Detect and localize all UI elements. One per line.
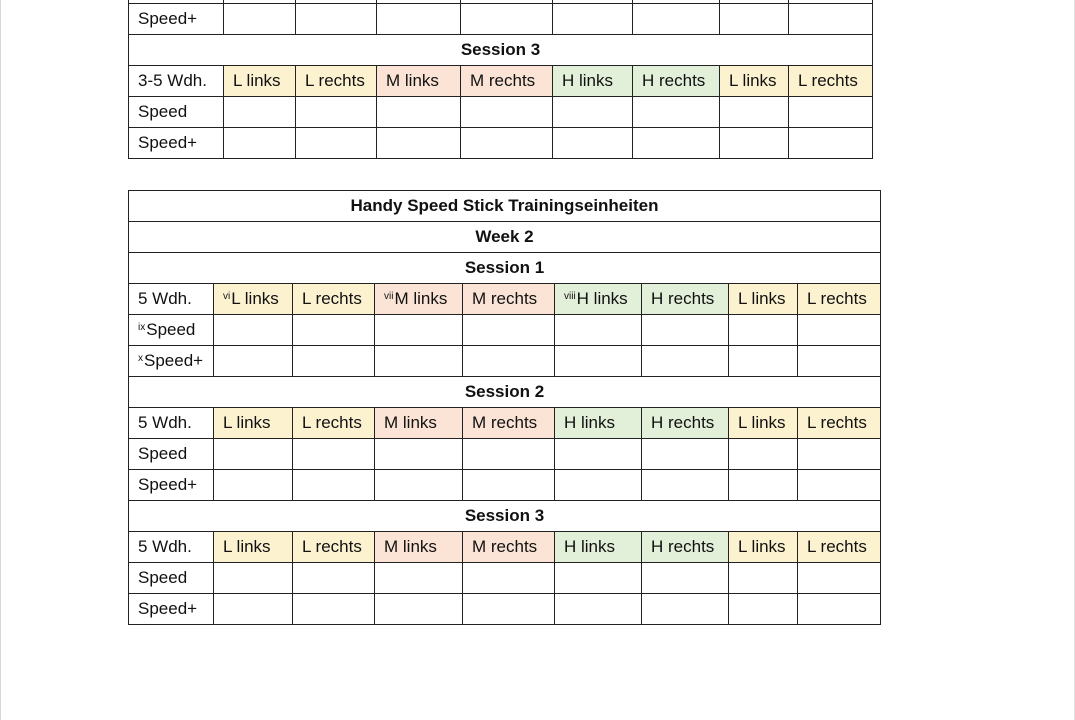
row-label: Speed+ bbox=[129, 470, 214, 501]
table-cell[interactable] bbox=[642, 315, 729, 346]
table-cell[interactable] bbox=[789, 4, 873, 35]
table-cell[interactable] bbox=[375, 439, 463, 470]
header-cell: L links bbox=[214, 532, 293, 563]
row-label: Speed bbox=[129, 97, 224, 128]
table-cell[interactable] bbox=[461, 97, 553, 128]
row-label: Speed bbox=[129, 563, 214, 594]
row-label: Speed bbox=[129, 439, 214, 470]
repetitions-label: 5 Wdh. bbox=[129, 532, 214, 563]
header-cell: H links bbox=[553, 66, 633, 97]
header-cell: L rechts bbox=[293, 532, 375, 563]
header-cell: $^{vi}$L links bbox=[214, 284, 293, 315]
row-label: Speed+ bbox=[129, 128, 224, 159]
table-row bbox=[129, 97, 873, 128]
table-cell[interactable] bbox=[463, 439, 555, 470]
table-cell[interactable] bbox=[798, 315, 881, 346]
table-row bbox=[129, 563, 881, 594]
header-cell: L links bbox=[720, 66, 789, 97]
header-cell: $^{viii}$H links bbox=[555, 284, 642, 315]
table-cell[interactable] bbox=[463, 346, 555, 377]
header-cell: M links bbox=[377, 66, 461, 97]
header-cell: L links bbox=[729, 284, 798, 315]
header-cell: M links bbox=[375, 408, 463, 439]
header-cell: L rechts bbox=[296, 66, 377, 97]
page-edge-left bbox=[0, 0, 1, 720]
table-cell[interactable] bbox=[375, 563, 463, 594]
table-row bbox=[129, 128, 873, 159]
table-row bbox=[129, 439, 881, 470]
header-cell: L rechts bbox=[798, 532, 881, 563]
table-cell[interactable] bbox=[296, 4, 377, 35]
table-cell[interactable] bbox=[720, 4, 789, 35]
session-header-row bbox=[129, 532, 881, 563]
table-row bbox=[129, 315, 881, 346]
table-cell[interactable] bbox=[214, 594, 293, 625]
header-cell: H rechts bbox=[633, 66, 720, 97]
table-cell[interactable] bbox=[214, 470, 293, 501]
table-cell[interactable] bbox=[720, 97, 789, 128]
table-cell[interactable] bbox=[633, 97, 720, 128]
session-title: Session 1 bbox=[129, 253, 881, 284]
week-row bbox=[129, 222, 881, 253]
header-cell: H rechts bbox=[642, 284, 729, 315]
table-cell[interactable] bbox=[798, 470, 881, 501]
session-title-row bbox=[129, 35, 873, 66]
header-cell: M rechts bbox=[461, 66, 553, 97]
table-cell[interactable] bbox=[293, 594, 375, 625]
header-cell: $^{vii}$M links bbox=[375, 284, 463, 315]
table-cell[interactable] bbox=[720, 128, 789, 159]
header-cell: L rechts bbox=[293, 284, 375, 315]
table-cell[interactable] bbox=[642, 439, 729, 470]
header-cell: L links bbox=[224, 66, 296, 97]
table-cell[interactable] bbox=[293, 470, 375, 501]
header-cell: H links bbox=[555, 532, 642, 563]
table-cell[interactable] bbox=[553, 4, 633, 35]
table-cell[interactable] bbox=[798, 563, 881, 594]
table-cell[interactable] bbox=[461, 128, 553, 159]
header-cell: L rechts bbox=[798, 408, 881, 439]
header-cell: H rechts bbox=[642, 532, 729, 563]
repetitions-label: 3-5 Wdh. bbox=[129, 66, 224, 97]
table-cell[interactable] bbox=[296, 97, 377, 128]
header-cell: L links bbox=[729, 408, 798, 439]
header-cell: L rechts bbox=[293, 408, 375, 439]
table-row bbox=[129, 346, 881, 377]
footnote-marker[interactable]: vi bbox=[223, 291, 231, 302]
session-title-row bbox=[129, 501, 881, 532]
table-cell[interactable] bbox=[463, 315, 555, 346]
table-cell[interactable] bbox=[798, 346, 881, 377]
session-title-row bbox=[129, 377, 881, 408]
table-cell[interactable] bbox=[293, 315, 375, 346]
table-cell[interactable] bbox=[729, 315, 798, 346]
footnote-marker[interactable]: vii bbox=[384, 291, 394, 302]
training-table-week-1 bbox=[128, 0, 873, 159]
table-cell[interactable] bbox=[555, 563, 642, 594]
header-cell: M links bbox=[375, 532, 463, 563]
table-cell[interactable] bbox=[377, 97, 461, 128]
table-cell[interactable] bbox=[729, 439, 798, 470]
table-cell[interactable] bbox=[642, 594, 729, 625]
footnote-marker[interactable]: viii bbox=[564, 291, 576, 302]
table-cell[interactable] bbox=[214, 346, 293, 377]
table-cell[interactable] bbox=[293, 439, 375, 470]
week-title: Week 2 bbox=[129, 222, 881, 253]
table-cell[interactable] bbox=[377, 4, 461, 35]
table-cell[interactable] bbox=[463, 470, 555, 501]
table-cell[interactable] bbox=[555, 315, 642, 346]
table-cell[interactable] bbox=[555, 346, 642, 377]
table-row bbox=[129, 470, 881, 501]
table-cell[interactable] bbox=[553, 97, 633, 128]
table-row bbox=[129, 594, 881, 625]
table-cell[interactable] bbox=[729, 563, 798, 594]
table-cell[interactable] bbox=[789, 97, 873, 128]
session-title: Session 3 bbox=[129, 501, 881, 532]
row-label: $^x$Speed+ bbox=[129, 346, 214, 377]
session-title: Session 2 bbox=[129, 377, 881, 408]
table-cell[interactable] bbox=[789, 128, 873, 159]
table-title-row bbox=[129, 191, 881, 222]
repetitions-label: 5 Wdh. bbox=[129, 408, 214, 439]
header-cell: M rechts bbox=[463, 284, 555, 315]
table-cell[interactable] bbox=[729, 346, 798, 377]
footnote-marker[interactable]: x bbox=[138, 353, 143, 364]
table-cell[interactable] bbox=[463, 563, 555, 594]
table-row bbox=[129, 4, 873, 35]
table-cell[interactable] bbox=[224, 128, 296, 159]
header-cell: H rechts bbox=[642, 408, 729, 439]
table-cell[interactable] bbox=[375, 470, 463, 501]
table-cell[interactable] bbox=[555, 439, 642, 470]
table-cell[interactable] bbox=[729, 470, 798, 501]
session-header-row bbox=[129, 408, 881, 439]
table-cell[interactable] bbox=[642, 470, 729, 501]
row-label: Speed+ bbox=[129, 594, 214, 625]
table-cell[interactable] bbox=[642, 346, 729, 377]
table-cell[interactable] bbox=[461, 4, 553, 35]
row-label: $^{ix}$Speed bbox=[129, 315, 214, 346]
session-title-row bbox=[129, 253, 881, 284]
table-cell[interactable] bbox=[214, 315, 293, 346]
table-cell[interactable] bbox=[633, 4, 720, 35]
table-cell[interactable] bbox=[375, 346, 463, 377]
row-label: Speed+ bbox=[129, 4, 224, 35]
table-cell[interactable] bbox=[729, 594, 798, 625]
header-cell: L rechts bbox=[798, 284, 881, 315]
table-cell[interactable] bbox=[296, 128, 377, 159]
table-cell[interactable] bbox=[375, 594, 463, 625]
header-cell: L links bbox=[214, 408, 293, 439]
table-cell[interactable] bbox=[293, 346, 375, 377]
header-cell: M rechts bbox=[463, 408, 555, 439]
table-cell[interactable] bbox=[555, 470, 642, 501]
table-cell[interactable] bbox=[555, 594, 642, 625]
table-cell[interactable] bbox=[553, 128, 633, 159]
header-cell: H links bbox=[555, 408, 642, 439]
table-cell[interactable] bbox=[633, 128, 720, 159]
table-cell[interactable] bbox=[224, 4, 296, 35]
table-cell[interactable] bbox=[375, 315, 463, 346]
footnote-marker[interactable]: ix bbox=[138, 322, 146, 333]
header-cell: L rechts bbox=[789, 66, 873, 97]
session-header-row bbox=[129, 66, 873, 97]
table-cell[interactable] bbox=[642, 563, 729, 594]
table-cell[interactable] bbox=[798, 594, 881, 625]
header-cell: M rechts bbox=[463, 532, 555, 563]
table-cell[interactable] bbox=[224, 97, 296, 128]
table-cell[interactable] bbox=[798, 439, 881, 470]
training-table-week-2 bbox=[128, 190, 881, 625]
session-header-row bbox=[129, 284, 881, 315]
table-cell[interactable] bbox=[214, 439, 293, 470]
repetitions-label: 5 Wdh. bbox=[129, 284, 214, 315]
table-cell[interactable] bbox=[214, 563, 293, 594]
session-title: Session 3 bbox=[129, 35, 873, 66]
table-cell[interactable] bbox=[463, 594, 555, 625]
table-title: Handy Speed Stick Trainingseinheiten bbox=[129, 191, 881, 222]
table-cell[interactable] bbox=[377, 128, 461, 159]
header-cell: L links bbox=[729, 532, 798, 563]
table-cell[interactable] bbox=[293, 563, 375, 594]
